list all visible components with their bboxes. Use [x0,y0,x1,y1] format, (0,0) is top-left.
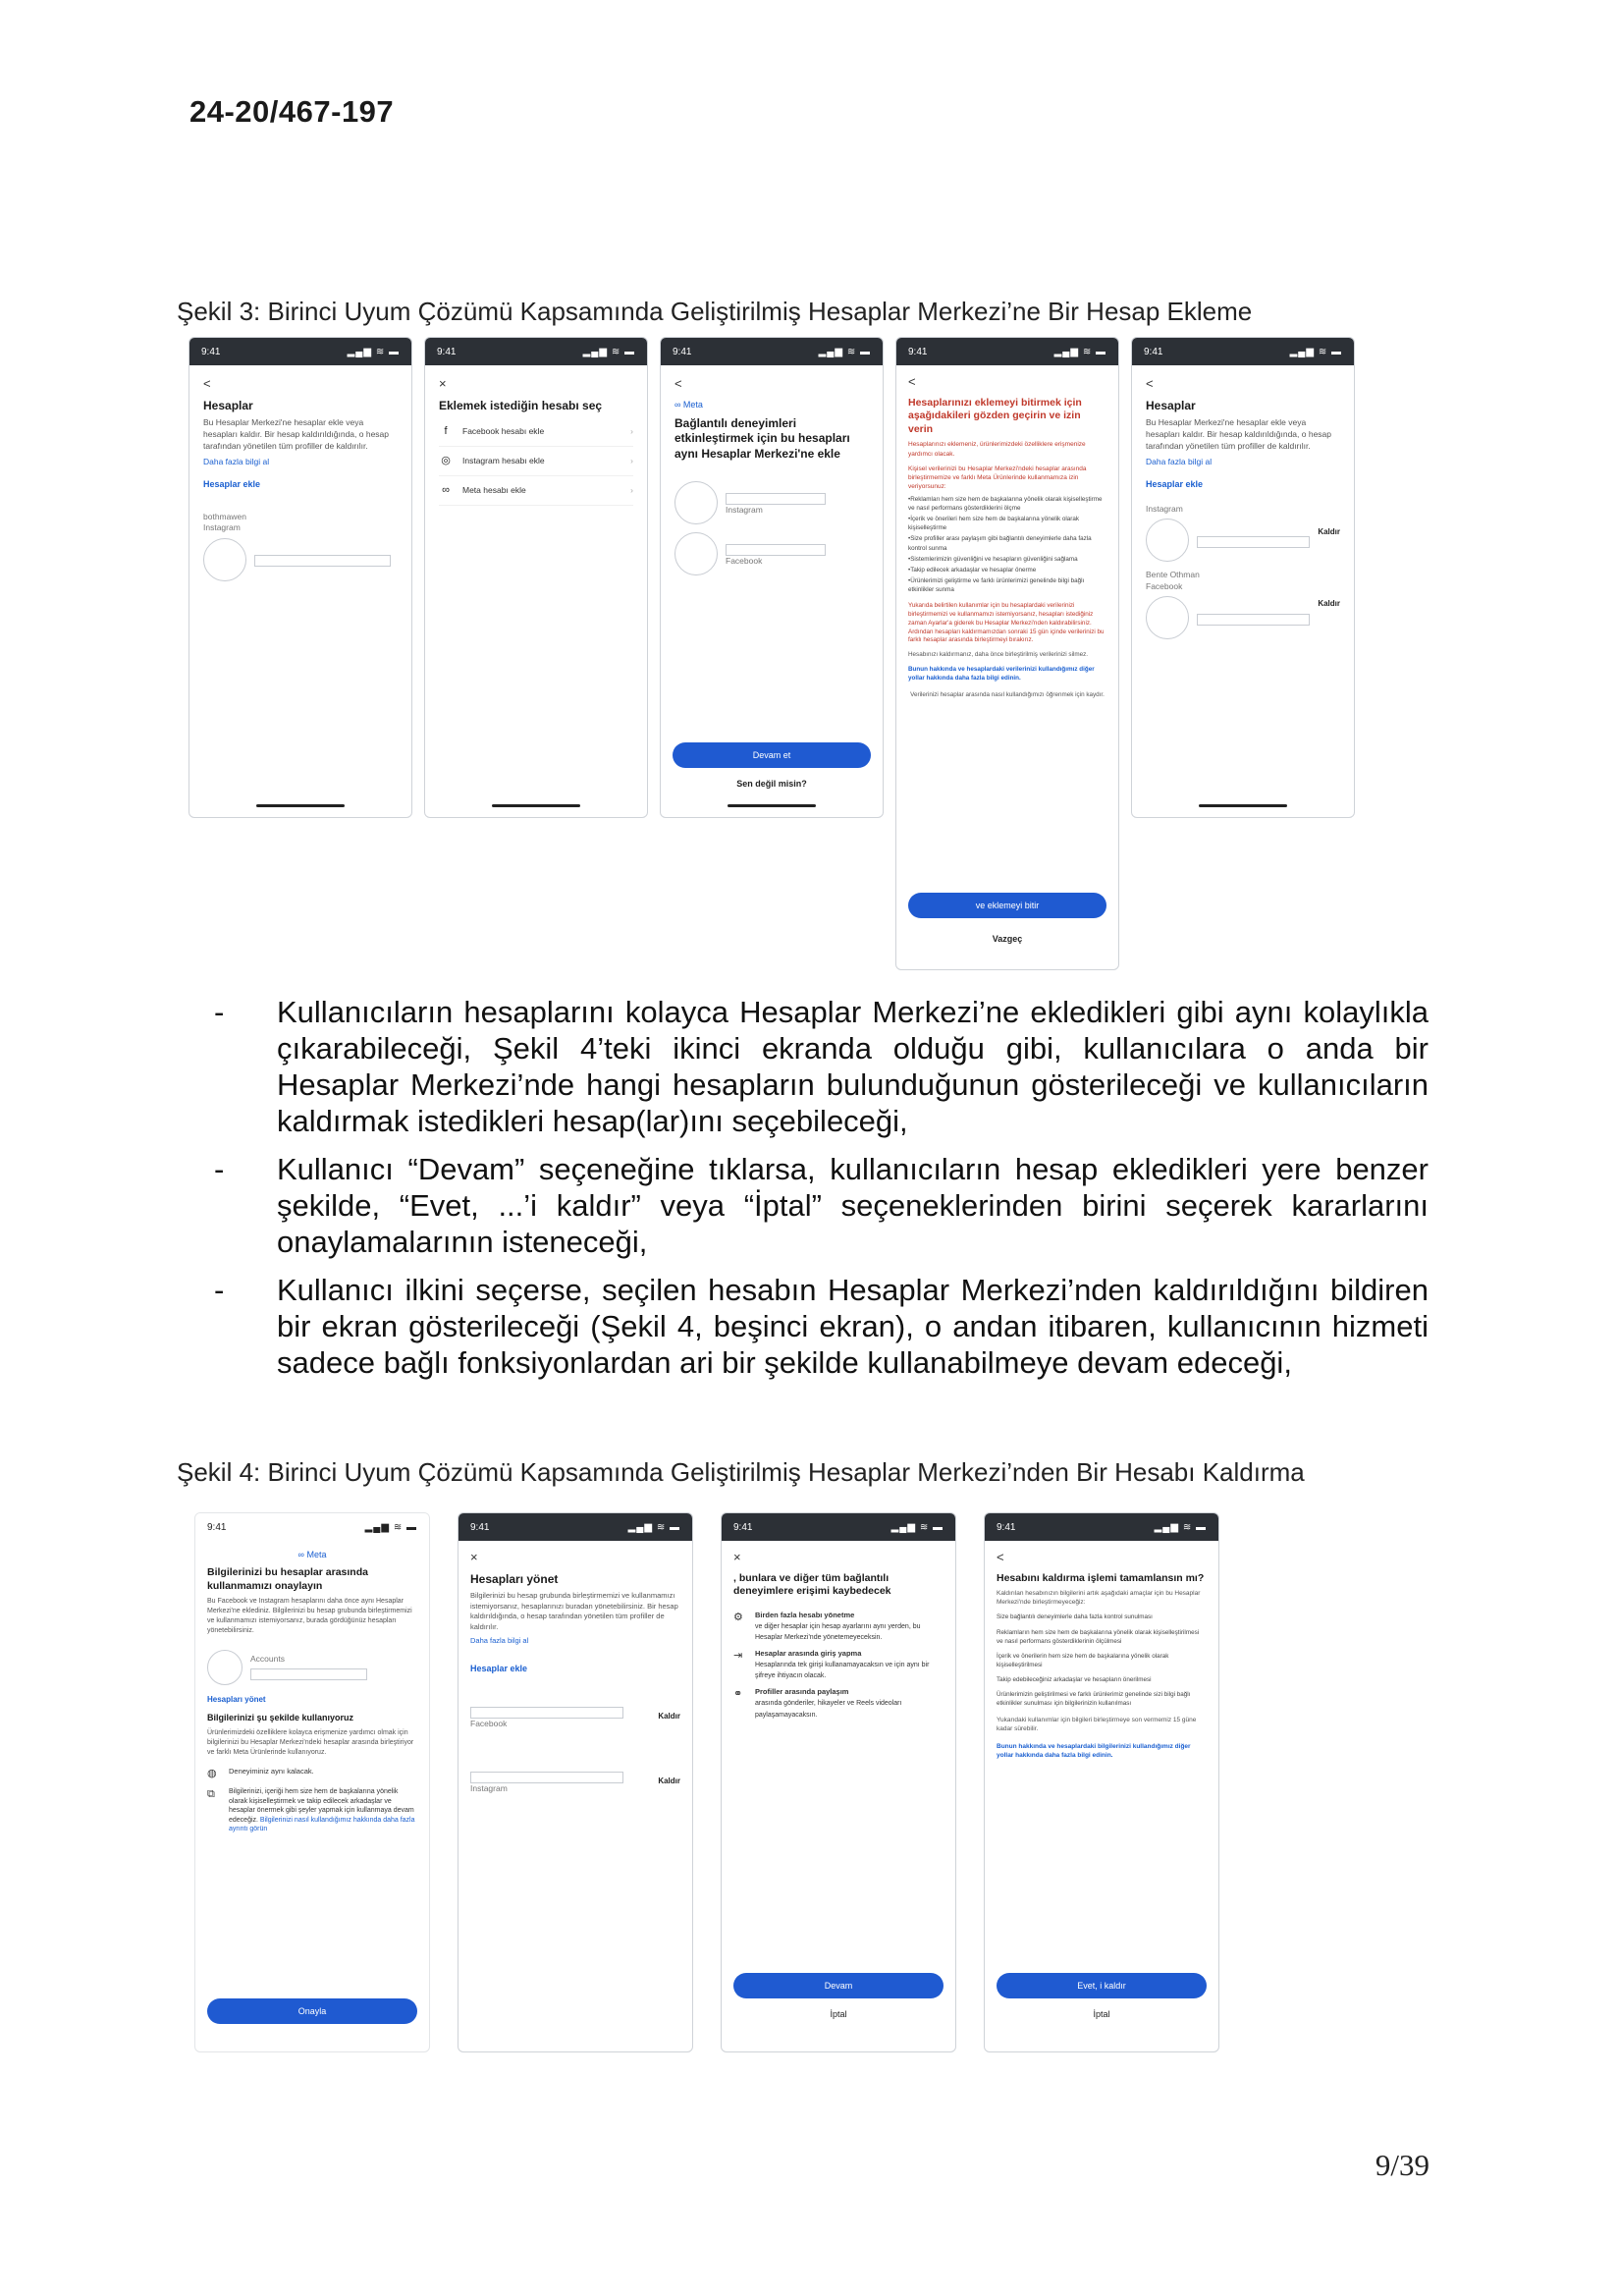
share-icon: ⚭ [733,1687,743,1700]
bullet-item: - Kullanıcı “Devam” seçeneğine tıklarsa, kullanıcıların hesap ekledikleri yere benzer şekilde, “Evet, ...’i kaldır” veya “İptal” seçeneklerinden birini seçerek kararlarını onaylamalarının isteneceği, [241,1151,1429,1260]
close-icon[interactable]: × [439,376,447,391]
cancel-button[interactable]: İptal [830,2009,847,2019]
login-icon: ⇥ [733,1649,743,1662]
home-indicator [256,804,345,807]
bullet-item: - Kullanıcı ilkini seçerse, seçilen hesabın Hesaplar Merkezi’nden kaldırıldığını bildiren bir ekran gösterileceği (Şekil 4, beşinci ekran), o andan itibaren, kullanıcının hizmeti sadece bağlı fonksiyonlardan ari bir şekilde kullanabilmeye devam edeceği, [241,1272,1429,1381]
option-label: Instagram hesabı ekle [462,455,545,465]
confirm-button[interactable]: Onayla [207,1998,417,2024]
account-item [674,481,869,524]
figure-4-caption: Şekil 4: Birinci Uyum Çözümü Kapsamında Geliştirilmiş Hesaplar Merkezi’nden Bir Hesabı Kaldırma [177,1457,1305,1487]
add-accounts-link[interactable]: Hesaplar ekle [470,1663,528,1673]
add-facebook-option[interactable] [439,417,633,447]
removal-item: Takip edebileceğiniz arkadaşlar ve hesapların önerilmesi [997,1676,1152,1683]
avatar [203,538,246,581]
screen-title: Bağlantılı deneyimleri etkinleştirmek için bu hesapları aynı Hesaplar Merkezi'ne ekle [674,415,850,461]
add-accounts-link[interactable]: Hesaplar ekle [203,478,261,489]
signal-icon: ▂▄▆ ≋ ▬ [347,346,400,357]
meta-logo: ∞ Meta [674,399,703,410]
redacted-box [470,1707,623,1719]
phone-review-permissions [895,337,1119,970]
back-icon[interactable]: < [1146,376,1154,391]
more-info-link[interactable]: Daha fazla bilgi al [470,1636,529,1646]
add-meta-option[interactable] [439,476,633,506]
phone-accounts-added [1131,337,1355,818]
remove-button[interactable]: Kaldır [1318,527,1340,537]
account-name: Bente Othman [1146,570,1200,580]
feature-title: Hesaplar arasında giriş yapma [755,1648,862,1658]
screen-description: Kaldırılan hesabınızın bilgilerini artık aşağıdaki amaçlar için bu Hesaplar Merkezi'nde birleştirmeyeceğiz: [997,1590,1201,1607]
account-item [1146,504,1340,562]
removal-item: Reklamların hem size hem de başkalarına yönelik olarak kişiselleştirilmesi ve nasıl performans gösterdiklerinin ölçülmesi [997,1628,1200,1645]
status-time: 9:41 [673,346,692,357]
back-icon[interactable]: < [203,376,211,391]
globe-icon: ◍ [207,1768,217,1780]
home-indicator [1199,804,1287,807]
note-text: Hesabınızı kaldırmanız, daha önce birleştirilmiş verilerinizi silmez. [908,651,1089,659]
intro-text: Hesaplarınızı eklemeniz, ürünlerimizdeki özelliklere erişmenize yardımcı olacak. [908,441,1086,458]
feature-text: Hesaplarında tek girişi kullanamayacaksın ve için aynı bir şifreye ihtiyacın olacak. [755,1662,930,1680]
scroll-hint: Verilerinizi hesaplar arasında nasıl kullandığımızı öğrenmek için kaydır. [910,690,1105,698]
more-info-link[interactable]: Daha fazla bilgi al [1146,456,1213,466]
account-platform: Instagram [726,505,763,516]
close-icon[interactable]: × [733,1550,741,1564]
status-time: 9:41 [997,1521,1016,1533]
feature-text: Deneyiminiz aynı kalacak. [229,1767,314,1777]
status-time: 9:41 [207,1521,227,1533]
instagram-icon: ◎ [441,454,451,466]
removal-item: Size bağlantılı deneyimlerle daha fazla kontrol sunulması [997,1613,1153,1621]
learn-more-link[interactable]: Bunun hakkında ve hesaplardaki verilerinizi kullandığımız diğer yollar hakkında daha fazla bilgi edinin. [908,666,1095,682]
consent-item: •Takip edilecek arkadaşlar ve hesaplar önerme [908,566,1037,574]
signal-icon: ▂▄▆ ≋ ▬ [364,1521,417,1533]
facebook-icon: f [444,425,448,438]
feature-text: ve diğer hesaplar için hesap ayarlarını aynı yerden, bu Hesaplar Merkezi'nde yönetemeyeceksin. [755,1622,921,1642]
phone-confirm-removal [984,1512,1219,2052]
option-label: Meta hesabı ekle [462,484,526,495]
signal-icon: ▂▄▆ ≋ ▬ [818,346,871,357]
chevron-right-icon: › [630,484,633,495]
status-time: 9:41 [1144,346,1163,357]
content-icon: ⧉ [207,1788,215,1801]
screen-title: Eklemek istediğin hesabı seç [439,398,603,412]
signal-icon: ▂▄▆ ≋ ▬ [582,346,635,357]
signal-icon: ▂▄▆ ≋ ▬ [627,1521,680,1533]
screen-title: Hesaplar [1146,398,1196,412]
phone-choose-account [424,337,648,818]
continue-button[interactable]: Devam [733,1973,944,1998]
signal-icon: ▂▄▆ ≋ ▬ [1053,346,1106,357]
account-item[interactable] [203,512,398,581]
phone-confirm-usage [194,1512,430,2052]
details-link[interactable]: Bilgilerinizi nasıl kullandığımız hakkında daha fazla ayrıntı görün [229,1816,415,1833]
consent-item: •Sistemlerimizin güvenliğini ve hesapların güvenliğini sağlama [908,555,1078,563]
add-accounts-link[interactable]: Hesaplar ekle [1146,478,1204,489]
avatar [1146,519,1189,562]
consent-item: •Size profiller arası paylaşım gibi bağlantılı deneyimlerle daha fazla kontrol sunma [908,535,1092,552]
account-platform: Instagram [1146,503,1183,514]
screen-title: Hesapları yönet [470,1571,559,1586]
option-label: Facebook hesabı ekle [462,425,545,436]
avatar [207,1650,243,1685]
status-time: 9:41 [470,1521,490,1533]
page-number: 9/39 [1375,2148,1429,2182]
feature-title: Birden fazla hesabı yönetme [755,1610,855,1619]
redacted-box [1197,536,1310,548]
consent-item: •Ürünlerimizi geliştirme ve farklı ürünlerimizi genelinde bilgi bağlı etkinlikler sunma [908,576,1085,594]
not-you-button[interactable]: Sen değil misin? [736,779,807,789]
removal-item: Ürünlerimizin geliştirilmesi ve farklı ürünlerimiz genelinde sizi bilgi bağlı etkinlikler sunulması için bilgilerinizin kullanılması [997,1691,1191,1708]
feature-item [733,1611,944,1643]
screen-description: Bilgilerinizi bu hesap grubunda birleştirmemizi ve kullanmamızı istemiyorsanız, hesaplarınızı buradan yönetebilirsiniz. Bir hesap kaldırıldığında, o hesap tarafından yönetilen tüm profiller de kaldırılır. [470,1591,678,1631]
feature-item [207,1787,417,1833]
meta-logo: ∞ Meta [297,1550,327,1559]
section-title: Bilgilerinizi şu şekilde kullanıyoruz [207,1713,354,1723]
remove-button[interactable]: Kaldır [658,1711,680,1721]
account-platform: Facebook [470,1718,508,1728]
account-item [470,1704,680,1729]
cancel-button[interactable]: Vazgeç [992,934,1023,944]
back-icon[interactable]: < [674,376,682,391]
feature-text: Bilgilerinizi, içeriği hem size hem de başkalarına yönelik olarak kişiselleştirmek ve takip edilecek arkadaşlar ve hesaplar önermek gibi şeyler yapmak için kullanmaya devam edeceğiz. [229,1788,414,1824]
account-item [470,1769,680,1794]
figure-3-caption: Şekil 3: Birinci Uyum Çözümü Kapsamında Geliştirilmiş Hesaplar Merkezi’ne Bir Hesap Ekleme [177,297,1253,326]
chevron-right-icon: › [630,425,633,436]
learn-more-link[interactable]: Bunun hakkında ve hesaplardaki bilgilerinizi kullandığımız diğer yollar hakkında daha fazla bilgi edinin. [997,1742,1191,1759]
account-item [674,532,869,575]
continue-button[interactable]: Devam et [673,742,871,768]
bullet-list [241,994,1429,1393]
section-text: Ürünlerimizdeki özelliklere kolayca erişmenize yardımcı olmak için bilgilerinizi bu Hesaplar Merkezi'ndeki hesaplar arasında birleştiriyor ve farklı Meta Ürünlerinde kullanıyoruz. [207,1729,414,1756]
feature-text: arasında gönderiler, hikayeler ve Reels videoları paylaşamayacaksın. [755,1700,902,1719]
close-icon[interactable]: × [470,1550,478,1564]
settings-icon: ⚙ [733,1611,743,1623]
phone-accounts [189,337,412,818]
redacted-box [1197,614,1310,626]
screen-description: Bu Facebook ve Instagram hesaplarını daha önce aynı Hesaplar Merkezi'ne eklediniz. Bilgilerinizi bu hesap grubunda birleştirmemizi ve kullanmamızı istemiyorsanız, burada gördüğünüz hesapları yönetebilirsiniz. [207,1598,412,1634]
screen-title: Hesabını kaldırma işlemi tamamlansın mı? [997,1571,1205,1584]
phone-link-accounts [660,337,884,818]
phone-lose-access [721,1512,956,2052]
confirm-remove-button[interactable]: Evet, i kaldır [997,1973,1207,1998]
accounts-section [207,1650,417,1685]
status-time: 9:41 [908,346,928,357]
account-platform: Facebook [726,556,763,567]
home-indicator [728,804,816,807]
consent-item: •İçerik ve önerileri hem size hem de başkalarına yönelik olarak kişiselleştirme [908,516,1080,532]
finish-adding-button[interactable]: ve eklemeyi bitir [908,893,1106,918]
signal-icon: ▂▄▆ ≋ ▬ [1289,346,1342,357]
add-instagram-option[interactable] [439,447,633,476]
bullet-item: - Kullanıcıların hesaplarını kolayca Hesaplar Merkezi’ne ekledikleri gibi aynı kolaylıkla çıkarabileceği, Şekil 4’teki ikinci ekranda olduğu gibi, kullanıcılara o anda bir Hesaplar Merkezi’nde hangi hesapların bulunduğunun gösterileceği ve kullanıcıların kaldırmak istedikleri hesap(lar)ını seçebileceği, [241,994,1429,1139]
screen-description: Bu Hesaplar Merkezi'ne hesaplar ekle veya hesapları kaldır. Bir hesap kaldırıldığında, o hesap tarafından yönetilen tüm profiller de kaldırılır. [203,417,390,451]
phone-manage-accounts [458,1512,693,2052]
account-platform: Facebook [1146,580,1183,591]
consent-item: •Reklamları hem size hem de başkalarına yönelik olarak kişiselleştirme ve nasıl performans gösterdiklerini ölçme [908,495,1103,513]
screen-title: , bunlara ve diğer tüm bağlantılı deneyimlere erişimi kaybedecek [733,1571,891,1598]
timing-text: Yukarıdaki kullanımlar için bilgileri birleştirmeye son vermemiz 15 güne kadar sürebilir. [997,1717,1197,1733]
redacted-box [254,555,391,567]
account-name: bothmawen [203,511,246,521]
account-platform: Instagram [203,522,241,533]
figure-4 [187,1512,1267,2062]
redacted-box [726,493,826,505]
status-time: 9:41 [733,1521,753,1533]
accounts-label: Accounts [250,1654,285,1665]
cancel-button[interactable]: İptal [1093,2009,1110,2019]
back-icon[interactable]: < [908,374,916,389]
meta-icon: ∞ [442,483,450,496]
more-info-link[interactable]: Daha fazla bilgi al [203,456,270,466]
remove-button[interactable]: Kaldır [658,1777,680,1786]
chevron-right-icon: › [630,455,633,465]
redacted-box [726,544,826,556]
avatar [674,481,718,524]
screen-description: Bu Hesaplar Merkezi'ne hesaplar ekle veya hesapları kaldır. Bir hesap kaldırıldığında, o hesap tarafından yönetilen tüm profiller de kaldırılır. [1146,417,1332,451]
feature-item [733,1649,944,1681]
redacted-box [470,1772,623,1783]
avatar [1146,596,1189,639]
back-icon[interactable]: < [997,1550,1004,1564]
signal-icon: ▂▄▆ ≋ ▬ [1154,1521,1207,1533]
manage-accounts-link[interactable]: Hesapları yönet [207,1694,266,1704]
status-time: 9:41 [437,346,457,357]
feature-item [207,1767,417,1781]
document-id: 24-20/467-197 [189,94,395,129]
avatar [674,532,718,575]
account-platform: Instagram [470,1783,508,1794]
screen-title: Bilgilerinizi bu hesaplar arasında kullanmamızı onaylayın [207,1566,368,1592]
removal-text: Yukarıda belirtilen kullanımlar için bu hesaplardaki verilerinizi birleştirmemizi ve kullanmamızı istemiyorsanız, hesapları istediğiniz zaman Ayarlar'a giderek bu Hesaplar Merkezi'nden kaldırabilirsiniz. Ardından hesapları kaldırmamızdan sonraki 15 gün içinde verilerinizi bu farklı hesaplar arasında birleştirmeyi bırakırız. [908,602,1105,644]
remove-button[interactable]: Kaldır [1318,599,1340,609]
figure-3 [177,334,1365,972]
status-time: 9:41 [201,346,221,357]
redacted-box [250,1668,367,1680]
feature-item [733,1687,944,1720]
screen-title: Hesaplarınızı eklemeyi bitirmek için aşağıdakileri gözden geçirin ve izin verin [908,396,1082,435]
signal-icon: ▂▄▆ ≋ ▬ [890,1521,944,1533]
account-item [1146,570,1340,639]
removal-item: İçerik ve önerilerin hem size hem de başkalarına yönelik olarak kişiselleştirilmesi [997,1652,1169,1668]
feature-title: Profiller arasında paylaşım [755,1686,849,1696]
screen-title: Hesaplar [203,398,253,412]
home-indicator [492,804,580,807]
consent-text: Kişisel verilerinizi bu Hesaplar Merkezi'ndeki hesaplar arasında birleştirmemize ve farklı Meta Ürünlerinde kullanmamıza izin veriyorsunuz: [908,465,1087,490]
